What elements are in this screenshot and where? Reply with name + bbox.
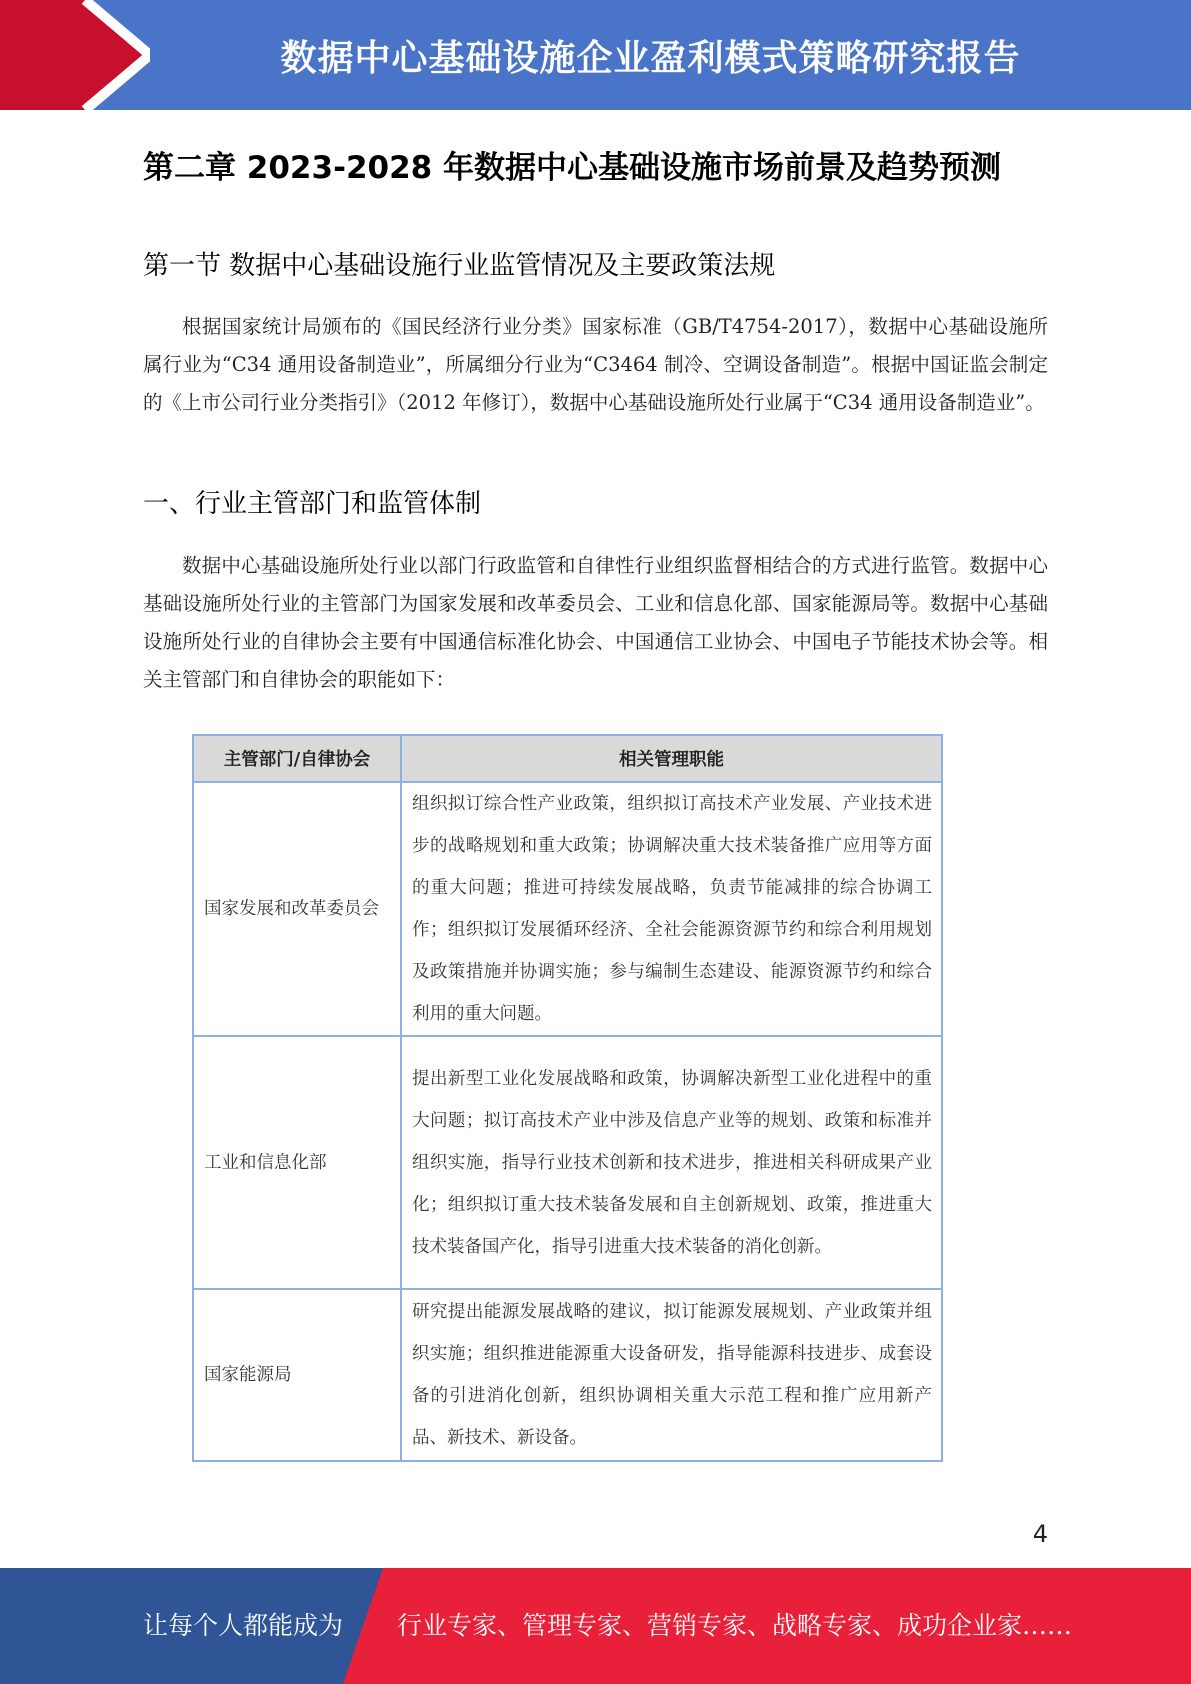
table-row [193,782,942,1036]
paragraph-industry-classification: 根据国家统计局颁布的《国民经济行业分类》国家标准（GB/T4754-2017），数据中心基础设施所属行业为“C34 通用设备制造业”，所属细分行业为“C3464 制冷、空调设备制造”。根据中国证监会制定的《上市公司行业分类指引》（2012 年修订），数据中心基础设施所处行业属于“C34 通用设备制造业”。 [143,315,1048,414]
page-number: 4 [1032,1520,1048,1548]
table-header-row [193,735,942,782]
header-banner [0,0,1191,110]
table-header-function: 相关管理职能 [401,735,942,782]
footer-slogan-right: 行业专家、管理专家、营销专家、战略专家、成功企业家…… [397,1611,1073,1640]
table-cell-function: 组织拟订综合性产业政策，组织拟订高技术产业发展、产业技术进步的战略规划和重大政策；协调解决重大技术装备推广应用等方面的重大问题；推进可持续发展战略，负责节能减排的综合协调工作；组织拟订发展循环经济、全社会能源资源节约和综合利用规划及政策措施并协调实施；参与编制生态建设、能源资源节约和综合利用的重大问题。 [401,782,942,1036]
report-title: 数据中心基础设施企业盈利模式策略研究报告 [280,37,1021,79]
regulatory-duties-table [192,734,943,1462]
table-cell-dept: 工业和信息化部 [193,1036,401,1289]
table-cell-function: 提出新型工业化发展战略和政策，协调解决新型工业化进程中的重大问题；拟订高技术产业中涉及信息产业等的规划、政策和标准并组织实施，指导行业技术创新和技术进步，推进相关科研成果产业化；组织拟订重大技术装备发展和自主创新规划、政策，推进重大技术装备国产化，指导引进重大技术装备的消化创新。 [401,1036,942,1289]
table-row [193,1036,942,1289]
footer-banner [0,1568,1191,1684]
table-cell-function: 研究提出能源发展战略的建议，拟订能源发展规划、产业政策并组织实施；组织推进能源重大设备研发，指导能源科技进步、成套设备的引进消化创新，组织协调相关重大示范工程和推广应用新产品、新技术、新设备。 [401,1289,942,1461]
table-header-dept: 主管部门/自律协会 [193,735,401,782]
red-chevron-icon [0,0,150,110]
subsection-title: 一、行业主管部门和监管体制 [143,489,482,519]
table-cell-dept: 国家发展和改革委员会 [193,782,401,1036]
paragraph-regulation: 数据中心基础设施所处行业以部门行政监管和自律性行业组织监督相结合的方式进行监管。数据中心基础设施所处行业的主管部门为国家发展和改革委员会、工业和信息化部、国家能源局等。数据中心基础设施所处行业的自律协会主要有中国通信标准化协会、中国通信工业协会、中国电子节能技术协会等。相关主管部门和自律协会的职能如下： [143,554,1048,691]
section-title: 第一节 数据中心基础设施行业监管情况及主要政策法规 [143,251,776,281]
table-row [193,1289,942,1461]
table-cell-dept: 国家能源局 [193,1289,401,1461]
chapter-title: 第二章 2023-2028 年数据中心基础设施市场前景及趋势预测 [143,150,1002,186]
footer-slogan-left: 让每个人都能成为 [143,1611,344,1640]
